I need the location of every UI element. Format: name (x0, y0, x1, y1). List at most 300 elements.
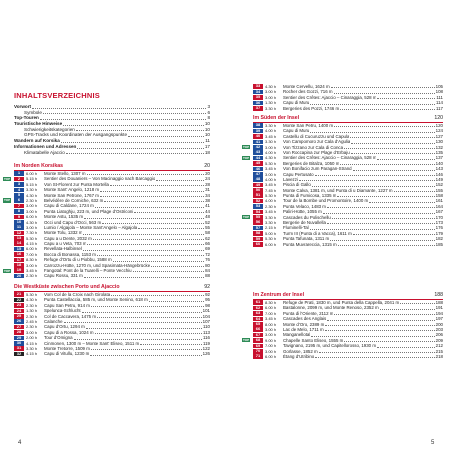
tour-name: Von Tizzano zur Cala di Conca (283, 144, 344, 150)
leader-dots (63, 125, 204, 126)
tour-page: 69 (205, 246, 210, 252)
tour-page: 130 (435, 139, 443, 145)
tour-page: 92 (205, 292, 210, 297)
tour-page: 38 (205, 197, 210, 203)
tour-number-badge: 42 (253, 145, 263, 150)
leader-dots (111, 295, 204, 296)
tour-number-badge: 37 (253, 106, 263, 111)
tour-duration: 3.00 h (265, 94, 277, 100)
leader-dots (319, 352, 435, 353)
toc-entry[interactable] (14, 150, 210, 156)
tour-duration: 3.45 h (265, 133, 277, 139)
leader-dots (344, 341, 434, 342)
tour-name: Vom Col de la Croix nach Girolata (44, 292, 111, 297)
toc-entry-page: 10 (204, 132, 210, 138)
tour-name: Capu di Vitullu, 1230 m (44, 351, 90, 357)
leader-dots (394, 191, 435, 192)
leader-dots (43, 113, 207, 114)
tour-number-badge: 2 (14, 177, 24, 182)
tour-page: 114 (436, 100, 443, 106)
tour-number-badge: 19 (14, 268, 24, 273)
tour-name: Monte San Petrone, 1767 m (44, 192, 99, 198)
tour-number-badge: 30 (14, 341, 24, 346)
tour-entry[interactable] (14, 351, 210, 356)
tour-name: Punta Tafunata, 1311 m (283, 236, 330, 242)
leader-dots (334, 126, 435, 127)
tour-name: Tavignano, 2195 m, und Capitellorosso, 1930 m (283, 343, 376, 349)
tour-duration: 4.30 h (26, 297, 38, 303)
leader-dots (310, 104, 435, 105)
tour-number-badge: 31 (14, 346, 24, 351)
tour-page: 119 (203, 340, 210, 346)
tour-page: 72 (205, 251, 210, 257)
tour-name: Punta Velaco, 1483 m (283, 203, 326, 209)
tour-name: Capu di a Rossa, 1024 m (44, 329, 94, 335)
tour-name: Bocca di Bonassa, 1153 m (44, 251, 96, 257)
tour-page: 84 (205, 268, 210, 274)
tour-number-badge: 65 (253, 322, 263, 327)
toc-entry-page: 10 (204, 126, 210, 132)
tour-name: Fangotal: Pont de la Tuarelli – Ponte Vecchiu (44, 268, 132, 274)
toc-entry-label: Symbole (24, 109, 42, 115)
tour-number-badge: 50 (253, 188, 263, 193)
tour-duration: 9.00 h (265, 337, 277, 343)
tour-number-badge: 15 (14, 247, 24, 252)
tour-duration: 3.45 h (265, 209, 277, 215)
top-tour-badge: TOP (243, 338, 250, 343)
tour-page: 101 (202, 308, 210, 314)
tour-duration: 4.00 h (265, 198, 277, 204)
tour-duration: 4.30 h (265, 84, 277, 89)
tour-duration: 6.00 h (265, 353, 277, 359)
tour-duration: 8.30 h (26, 257, 38, 263)
tour-page: 24 (205, 176, 210, 182)
tour-page: 179 (435, 230, 443, 236)
tour-duration: 5.30 h (26, 235, 38, 241)
leader-dots (353, 170, 435, 171)
leader-dots (86, 328, 202, 329)
leader-dots (377, 159, 434, 160)
tour-number-badge: 45 (253, 161, 263, 166)
tour-number-badge: 63 (253, 311, 263, 316)
tour-duration: 3.30 h (26, 345, 38, 351)
tour-duration: 6.00 h (26, 171, 38, 176)
tour-number-badge: 47 (253, 172, 263, 177)
leader-dots (61, 142, 204, 143)
tour-page: 105 (435, 84, 443, 89)
tour-page: 149 (435, 176, 443, 182)
leader-dots (91, 349, 202, 350)
tour-number-badge: 64 (253, 317, 263, 322)
tour-duration: 3.00 h (26, 224, 38, 230)
tour-name: Punta Castellaccia, 585 m, und Monte Senino, 618 m (44, 297, 148, 303)
leader-dots (97, 255, 204, 256)
tour-page: 55 (205, 224, 210, 230)
tour-duration: 5.15 h (26, 176, 38, 182)
top-tour-badge: TOP (4, 198, 11, 203)
tour-duration: 5.30 h (265, 236, 277, 242)
tour-page: 124 (435, 128, 443, 134)
tour-number-badge: 9 (14, 215, 24, 220)
tour-number-badge: 1 (14, 171, 24, 176)
toc-entry-page: 17 (204, 143, 210, 149)
tour-page: 176 (435, 225, 443, 231)
leader-dots (90, 355, 201, 356)
leader-dots (87, 174, 205, 175)
leader-dots (377, 98, 435, 99)
tour-name: Lac de Melo, 1711 m (283, 326, 324, 332)
top-tour-badge: TOP (243, 145, 250, 150)
toc-entry-label: Top-Touren (14, 115, 39, 121)
tour-number-badge: 13 (14, 236, 24, 241)
leader-dots (310, 229, 435, 230)
leader-dots (64, 322, 202, 323)
tour-page: 48 (205, 214, 210, 220)
tour-name: Von St-Florent zur Punta Mortella (44, 181, 109, 187)
tour-number-badge: 10 (14, 220, 24, 225)
tour-number-badge: 43 (253, 150, 263, 155)
tour-number-badge: 67 (253, 333, 263, 338)
tour-name: Punta di Fumicosa, 1335 m (283, 193, 337, 199)
tour-number-badge: 8 (14, 209, 24, 214)
leader-dots (91, 306, 204, 307)
tour-duration: 3.30 h (265, 105, 277, 111)
tour-name: Monte Tretorre, 1509 m (44, 345, 90, 351)
top-tour-badge: TOP (243, 155, 250, 160)
tour-name: Castellu di Cucuruzzu und Capula (283, 133, 350, 139)
leader-dots (83, 234, 204, 235)
tour-number-badge: 27 (14, 325, 24, 330)
tour-name: Monte Cervellu, 1624 m (283, 84, 330, 89)
tour-page: 161 (435, 198, 443, 204)
tour-list-west (14, 292, 210, 357)
tour-number-badge: 11 (14, 225, 24, 230)
tour-page: 137 (435, 155, 443, 161)
tour-name: Sentier des Douaniers – Von Macinaggio nach Barcaggio (44, 176, 156, 182)
tour-page: 116 (203, 335, 210, 341)
leader-dots (315, 175, 435, 176)
tour-name: Cinmonen, 1300 m – Monte Sant’ Eliseo, 1511 m (44, 340, 140, 346)
tour-name: Capu di Caldane, 1724 m (44, 203, 94, 209)
tour-duration: 2.30 h (26, 324, 38, 330)
tour-number-badge: 24 (14, 309, 24, 314)
toc-entry-label: GPS-Tracks und Koordinaten der Ausgangspunkte (24, 132, 127, 138)
tour-page: 206 (435, 332, 443, 338)
tour-page: 215 (435, 348, 443, 354)
tour-page: 170 (435, 214, 443, 220)
tour-duration: 6.00 h (265, 305, 277, 311)
leader-dots (104, 201, 204, 202)
tour-page: 135 (435, 149, 443, 155)
tour-name: Sentier des Crêtes: Ajaccio – Cinaraggia, 528 m (283, 94, 377, 100)
leader-dots (327, 223, 435, 224)
tour-duration: 3.00 h (26, 329, 38, 335)
tour-duration: 3.45 h (26, 268, 38, 274)
tour-page: 140 (435, 160, 443, 166)
tour-number-badge: 40 (253, 134, 263, 139)
tour-duration: 5.30 h (26, 292, 38, 297)
leader-dots (134, 212, 204, 213)
leader-dots (151, 266, 204, 267)
tour-duration: 5.15 h (26, 181, 38, 187)
tour-duration: 2.30 h (265, 203, 277, 209)
tour-name: Manganellotal (283, 332, 311, 338)
tour-number-badge: 32 (14, 352, 24, 357)
tour-name: Belvédère de Corniche, 632 m (44, 197, 104, 203)
tour-name: Fluminelli-Tal (283, 225, 309, 231)
leader-dots (140, 344, 202, 345)
tour-page: 88 (205, 273, 210, 279)
tour-duration: 4.15 h (26, 340, 38, 346)
tour-page: 111 (436, 94, 443, 100)
tour-page: 117 (436, 105, 443, 111)
tour-duration: 4.30 h (26, 219, 38, 225)
tour-duration: 4.30 h (26, 192, 38, 198)
tour-duration: 1.30 h (26, 308, 38, 314)
tour-duration: 4.00 h (265, 149, 277, 155)
tour-duration: 4.15 h (26, 351, 38, 357)
toc-title: INHALTSVERZEICHNIS (14, 91, 100, 100)
tour-duration: 2.30 h (26, 313, 38, 319)
tour-duration: 8.30 h (265, 300, 277, 305)
section-heading-west (14, 284, 210, 292)
tour-duration: 3.30 h (265, 214, 277, 220)
tour-name: Occi und Capu d’Occi, 563 m (44, 219, 102, 225)
section-title: Im Zentrum der Insel (253, 292, 305, 298)
tour-duration: 5.00 h (265, 230, 277, 236)
tour-number-badge: 66 (253, 327, 263, 332)
tour-number-badge: 23 (14, 303, 24, 308)
tour-page: 127 (435, 133, 443, 139)
leader-dots (327, 207, 435, 208)
tour-number-badge: 69 (253, 344, 263, 349)
toc-entry-label: Klimatabelle Ajaccio (24, 149, 65, 155)
section-title: Im Süden der Insel (253, 115, 300, 121)
tour-number-badge: 28 (14, 330, 24, 335)
leader-dots (353, 234, 435, 235)
tour-list-continued (253, 84, 443, 111)
tour-number-badge: 25 (14, 314, 24, 319)
tour-duration: 4.00 h (265, 128, 277, 134)
leader-dots (330, 240, 434, 241)
tour-entry[interactable] (253, 242, 443, 247)
tour-page: 126 (202, 351, 210, 357)
tour-name: Bergeries des Pozzi, 1746 m (283, 105, 340, 111)
tour-page: 34 (205, 192, 210, 198)
section-heading-north (14, 163, 210, 171)
tour-number-badge: 29 (14, 336, 24, 341)
tour-name: Cascades des Anglais (283, 316, 327, 322)
top-tour-badge: TOP (243, 215, 250, 220)
tour-number-badge: 34 (253, 90, 263, 95)
tour-entry[interactable] (253, 354, 443, 359)
tour-number-badge: 35 (253, 95, 263, 100)
tour-duration: 6.00 h (265, 241, 277, 247)
tour-number-badge: 49 (253, 183, 263, 188)
tour-duration: 7.00 h (265, 343, 277, 349)
tour-number-badge: 39 (253, 129, 263, 134)
tour-duration: 4.30 h (265, 155, 277, 161)
tour-name: Von Campomoro zur Cala d’Agulia (283, 139, 351, 145)
tour-page: 164 (435, 203, 443, 209)
leader-dots (84, 277, 204, 278)
leader-dots (133, 271, 204, 272)
tour-page: 44 (205, 208, 210, 214)
leader-dots (351, 153, 435, 154)
leader-dots (331, 87, 435, 88)
leader-dots (128, 136, 204, 137)
tour-name: Punta di l’Oriente, 2112 m (283, 310, 334, 316)
leader-dots (337, 196, 434, 197)
tour-duration: 2.30 h (26, 302, 38, 308)
tour-page: 143 (435, 166, 443, 172)
toc-entry-page: 10 (204, 121, 210, 127)
tour-name: Monte Stello, 1307 m (44, 171, 86, 176)
leader-dots (156, 180, 204, 181)
leader-dots (76, 130, 204, 131)
tour-name: Capu a u Veta, 703 m (44, 241, 87, 247)
tour-number-badge: 60 (253, 242, 263, 247)
tour-page: 218 (435, 353, 443, 359)
toc-entry-page: 3 (207, 104, 210, 109)
tour-page: 191 (435, 305, 443, 311)
tour-duration: 2.00 h (26, 335, 38, 341)
top-tour-badge: TOP (4, 268, 11, 273)
tour-name: Capu Rossu, 331 m (44, 273, 83, 279)
tour-duration: 7.30 h (26, 230, 38, 236)
leader-dots (32, 108, 206, 109)
tour-duration: 6.00 h (26, 246, 38, 252)
tour-duration: 3.45 h (265, 182, 277, 188)
tour-name: Von Roccapina zur Plage d’Erbaju (283, 149, 350, 155)
leader-dots (351, 143, 434, 144)
tour-name: Gorlasse, 1852 m (283, 348, 318, 354)
tour-page: 108 (435, 89, 443, 95)
tour-duration: 7.00 h (265, 310, 277, 316)
tour-name: Capu Pertusato (283, 171, 314, 177)
tour-page: 120 (435, 123, 443, 128)
tour-duration: 3.00 h (265, 144, 277, 150)
tour-page: 212 (435, 343, 443, 349)
tour-number-badge: 70 (253, 349, 263, 354)
tour-page: 62 (205, 235, 210, 241)
tour-number-badge: 57 (253, 226, 263, 231)
toc-entry-label: Touristische Hinweise (14, 121, 63, 127)
page-number-left: 4 (18, 440, 22, 446)
section-page: 188 (434, 292, 443, 298)
tour-page: 185 (435, 241, 443, 247)
tour-name: Tour d’Omigna (44, 335, 73, 341)
tour-page: 41 (205, 203, 210, 209)
tour-name: Punta Liatoghju, 223 m, und Plage d’Ostriconi (44, 208, 134, 214)
tour-page: 28 (205, 181, 210, 187)
tour-duration: 8.00 h (265, 321, 277, 327)
tour-name: Refuge de Prati, 1830 m, und Punta della Cappella, 2041 m (283, 300, 400, 305)
tour-name: Capu San Petru, 914 m (44, 302, 90, 308)
section-heading-center (253, 292, 443, 300)
tour-page: 66 (205, 241, 210, 247)
section-page: 120 (434, 115, 443, 121)
leader-dots (100, 191, 204, 192)
tour-name: Monte Astu, 1535 m (44, 214, 84, 220)
tour-page: 173 (435, 220, 443, 226)
tour-name: Refuge d’Ortu di u Piobbu, 1588 m (44, 257, 112, 263)
tour-duration: 3.00 h (265, 332, 277, 338)
leader-dots (74, 339, 202, 340)
tour-number-badge: 52 (253, 199, 263, 204)
toc-entry-page: 18 (204, 149, 210, 155)
tour-page: 95 (205, 297, 210, 303)
tour-number-badge: 41 (253, 140, 263, 145)
tour-page: 122 (202, 345, 210, 351)
tour-page: 158 (435, 193, 443, 199)
tour-name: Monte Sant' Angelo, 1218 m (44, 187, 100, 193)
tour-page: 76 (205, 257, 210, 263)
tour-number-badge: 14 (14, 241, 24, 246)
tour-duration: 1.30 h (265, 100, 277, 106)
tour-name: Cascades du Polischellu (283, 214, 331, 220)
leader-dots (100, 196, 204, 197)
leader-dots (84, 218, 204, 219)
toc-entry-label: Schwierigkeitskategorien (24, 126, 75, 132)
leader-dots (350, 137, 434, 138)
tour-name: Monte Calva, 1381 m, und Punta di u Diamante, 1227 m (283, 187, 393, 193)
tour-duration: 3.30 h (265, 220, 277, 226)
tour-duration: 3.00 h (26, 262, 38, 268)
tour-duration: 4.15 h (26, 241, 38, 247)
tour-name: Bergerie de Nuvallella (283, 220, 326, 226)
tour-entry[interactable] (253, 106, 443, 111)
section-heading-south (253, 115, 443, 123)
tour-page: 107 (202, 318, 210, 324)
section-page: 92 (204, 284, 210, 290)
leader-dots (82, 312, 202, 313)
leader-dots (327, 320, 434, 321)
leader-dots (400, 303, 434, 304)
tour-name: Carrozzu-Hütte, 1270 m, und Spasimata-Hängebrücke (44, 262, 151, 268)
tour-page: 31 (205, 187, 210, 193)
tour-number-badge: 51 (253, 193, 263, 198)
tour-number-badge: 54 (253, 210, 263, 215)
tour-number-badge: 56 (253, 220, 263, 225)
tour-name: Monte Tolu, 1332 m (44, 230, 83, 236)
leader-dots (97, 317, 202, 318)
tour-duration: 3.30 h (265, 123, 277, 128)
tour-number-badge: 68 (253, 338, 263, 343)
tour-page: 132 (435, 144, 443, 150)
tour-duration: 3.00 h (265, 89, 277, 95)
tour-name: Rocher des Gozzi, 716 m (283, 89, 333, 95)
tour-number-badge: 4 (14, 188, 24, 193)
toc-entry-label: Wandern auf Korsika (14, 138, 60, 144)
tour-page: 194 (435, 310, 443, 316)
tour-entry[interactable] (14, 273, 210, 278)
leader-dots (83, 250, 204, 251)
tour-duration: 2.45 h (26, 318, 38, 324)
leader-dots (311, 336, 434, 337)
toc-entry-label: Informationen und Adressen (14, 143, 77, 149)
leader-dots (93, 239, 204, 240)
leader-dots (377, 347, 435, 348)
tour-number-badge: 62 (253, 306, 263, 311)
tour-name: Capu di Muru (283, 128, 310, 134)
tour-name: Monte San Petru, 1400 m (283, 123, 334, 128)
tour-number-badge: 46 (253, 167, 263, 172)
tour-number-badge: 12 (14, 231, 24, 236)
tour-name: Chapelle Santo Eliseo, 1555 m (283, 337, 344, 343)
tour-name: Revellata-Halbinsel (44, 246, 82, 252)
tour-number-badge: 61 (253, 300, 263, 305)
